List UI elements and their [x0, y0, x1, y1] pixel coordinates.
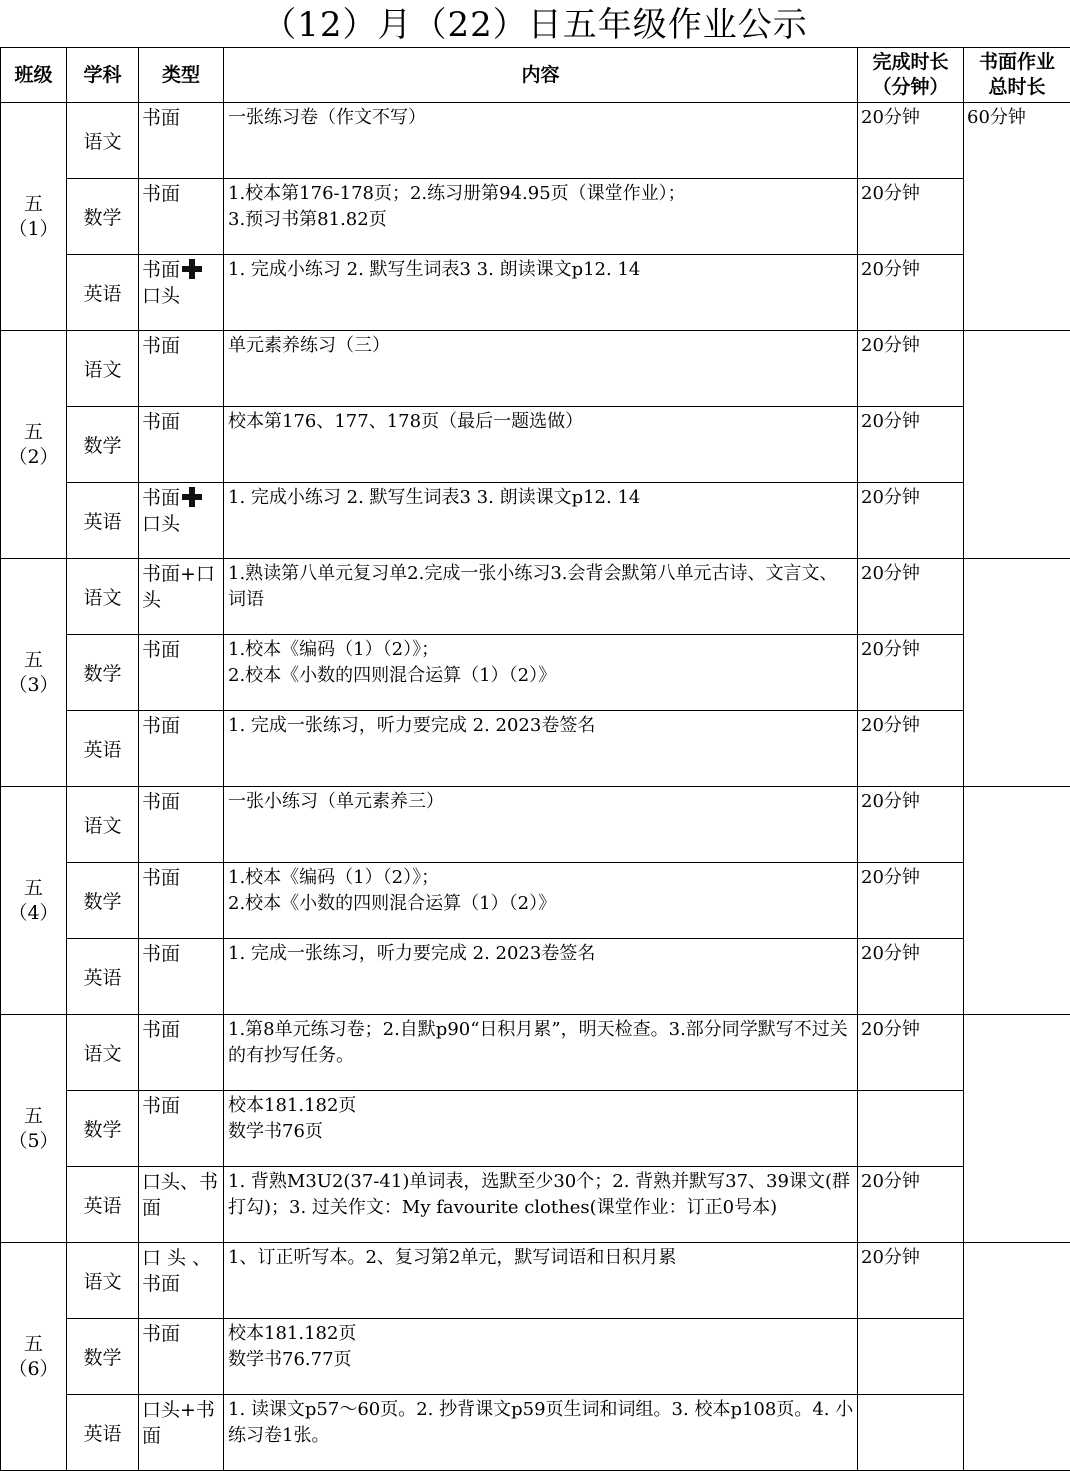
time-cell: 20分钟	[858, 407, 964, 483]
class-grade: 五	[1, 1104, 66, 1129]
table-row	[1, 1015, 1070, 1091]
type-cell	[139, 1015, 224, 1091]
type-label: 书面	[142, 1095, 180, 1117]
content-line: 2.校本《小数的四则混合运算（1）（2）》	[228, 663, 855, 689]
content-line: 校本第176、177、178页（最后一题选做）	[228, 409, 855, 435]
class-number: （2）	[1, 445, 66, 470]
page-title: （12）月（22）日五年级作业公示	[0, 0, 1070, 48]
content-cell	[224, 407, 858, 483]
content-cell	[224, 483, 858, 559]
content-line: 1.第8单元练习卷；2.自默p90“日积月累”，明天检查。3.部分同学默写不过关的有抄写任务。	[228, 1017, 855, 1069]
type-label: 书面	[142, 487, 180, 509]
table-row	[1, 407, 1070, 483]
header-total-line1: 书面作业	[964, 50, 1070, 75]
subject-cell: 英语	[67, 1395, 139, 1471]
class-number: （4）	[1, 901, 66, 926]
type-label: 口头、书面	[142, 1171, 218, 1219]
time-cell: 20分钟	[858, 863, 964, 939]
subject-cell: 英语	[67, 939, 139, 1015]
content-line: 数学书76页	[228, 1119, 855, 1145]
table-row	[1, 939, 1070, 1015]
subject-cell: 英语	[67, 483, 139, 559]
time-cell	[858, 1091, 964, 1167]
content-line: 校本181.182页	[228, 1093, 855, 1119]
header-time-line1: 完成时长	[858, 50, 963, 75]
type-label: 书面	[142, 107, 180, 129]
time-cell	[858, 1319, 964, 1395]
class-grade: 五	[1, 648, 66, 673]
type-cell	[139, 255, 224, 331]
content-line: 一张小练习（单元素养三）	[228, 789, 855, 815]
header-type: 类型	[139, 48, 224, 103]
time-cell: 20分钟	[858, 635, 964, 711]
type-label: 书面	[142, 335, 180, 357]
total-time-cell	[964, 331, 1070, 559]
header-content: 内容	[224, 48, 858, 103]
type-cell	[139, 711, 224, 787]
content-cell	[224, 787, 858, 863]
class-cell	[1, 787, 67, 1015]
time-cell: 20分钟	[858, 939, 964, 1015]
header-time-line2: （分钟）	[858, 75, 963, 100]
type-label: 书面	[142, 259, 180, 281]
total-time-cell	[964, 1243, 1070, 1471]
content-cell	[224, 1395, 858, 1471]
type-cell	[139, 1091, 224, 1167]
type-cell	[139, 939, 224, 1015]
type-label: 口头+书面	[142, 1399, 215, 1447]
content-cell	[224, 1243, 858, 1319]
table-row	[1, 635, 1070, 711]
class-cell	[1, 559, 67, 787]
plus-icon	[182, 259, 202, 279]
table-row	[1, 711, 1070, 787]
content-line: 校本181.182页	[228, 1321, 855, 1347]
content-cell	[224, 255, 858, 331]
header-time	[858, 48, 964, 103]
type-cell	[139, 179, 224, 255]
table-body	[1, 103, 1070, 1471]
content-line: 1. 完成一张练习，听力要完成 2. 2023卷签名	[228, 713, 855, 739]
content-line: 3.预习书第81.82页	[228, 207, 855, 233]
time-cell: 20分钟	[858, 483, 964, 559]
total-time-cell	[964, 1015, 1070, 1243]
class-cell	[1, 103, 67, 331]
table-row	[1, 1319, 1070, 1395]
content-cell	[224, 1015, 858, 1091]
type-label: 口 头 、书面	[142, 1247, 211, 1295]
type-label: 书面	[142, 639, 180, 661]
content-line: 2.校本《小数的四则混合运算（1）（2）》	[228, 891, 855, 917]
content-line: 1. 完成一张练习，听力要完成 2. 2023卷签名	[228, 941, 855, 967]
subject-cell: 数学	[67, 1091, 139, 1167]
time-cell	[858, 1395, 964, 1471]
content-cell	[224, 331, 858, 407]
content-line: 1.校本《编码（1）（2）》；	[228, 865, 855, 891]
total-time-cell	[964, 559, 1070, 787]
total-time-cell	[964, 787, 1070, 1015]
type-label: 书面	[142, 867, 180, 889]
content-line: 1. 完成小练习 2. 默写生词表3 3. 朗读课文p12. 14	[228, 257, 855, 283]
table-row	[1, 787, 1070, 863]
table-row	[1, 331, 1070, 407]
subject-cell: 语文	[67, 1015, 139, 1091]
class-cell	[1, 1015, 67, 1243]
table-row	[1, 255, 1070, 331]
content-cell	[224, 103, 858, 179]
content-cell	[224, 711, 858, 787]
header-class: 班级	[1, 48, 67, 103]
content-cell	[224, 179, 858, 255]
time-cell: 20分钟	[858, 711, 964, 787]
content-line: 1. 背熟M3U2(37-41)单词表，选默至少30个；2. 背熟并默写37、39课文(群打勾)；3. 过关作文：My favourite clothes(课堂作业：订正0号本)	[228, 1169, 855, 1221]
type-label: 书面	[142, 1323, 180, 1345]
content-line: 数学书76.77页	[228, 1347, 855, 1373]
content-line: 1. 读课文p57～60页。2. 抄背课文p59页生词和词组。3. 校本p108页。4. 小练习卷1张。	[228, 1397, 855, 1449]
total-time-cell: 60分钟	[964, 103, 1070, 331]
class-grade: 五	[1, 876, 66, 901]
subject-cell: 语文	[67, 1243, 139, 1319]
header-row	[1, 48, 1070, 103]
type-cell	[139, 1395, 224, 1471]
subject-cell: 英语	[67, 1167, 139, 1243]
subject-cell: 数学	[67, 1319, 139, 1395]
plus-icon	[182, 487, 202, 507]
content-cell	[224, 1167, 858, 1243]
content-line: 1. 完成小练习 2. 默写生词表3 3. 朗读课文p12. 14	[228, 485, 855, 511]
subject-cell: 数学	[67, 863, 139, 939]
subject-cell: 语文	[67, 559, 139, 635]
content-cell	[224, 1319, 858, 1395]
type-cell	[139, 407, 224, 483]
time-cell: 20分钟	[858, 559, 964, 635]
subject-cell: 语文	[67, 103, 139, 179]
class-cell	[1, 331, 67, 559]
subject-cell: 数学	[67, 407, 139, 483]
time-cell: 20分钟	[858, 331, 964, 407]
type-cell	[139, 559, 224, 635]
type-label-secondary: 口头	[142, 511, 221, 537]
subject-cell: 英语	[67, 711, 139, 787]
type-cell	[139, 863, 224, 939]
class-number: （6）	[1, 1357, 66, 1382]
type-cell	[139, 1243, 224, 1319]
content-line: 单元素养练习（三）	[228, 333, 855, 359]
type-cell	[139, 635, 224, 711]
content-cell	[224, 559, 858, 635]
type-label: 书面	[142, 411, 180, 433]
table-row	[1, 1091, 1070, 1167]
table-row	[1, 1167, 1070, 1243]
table-row	[1, 1243, 1070, 1319]
content-line: 1.校本《编码（1）（2）》；	[228, 637, 855, 663]
class-cell	[1, 1243, 67, 1471]
type-label: 书面	[142, 1019, 180, 1041]
subject-cell: 语文	[67, 331, 139, 407]
time-cell: 20分钟	[858, 787, 964, 863]
subject-cell: 数学	[67, 179, 139, 255]
type-cell	[139, 103, 224, 179]
table-row	[1, 863, 1070, 939]
content-line: 1.熟读第八单元复习单2.完成一张小练习3.会背会默第八单元古诗、文言文、词语	[228, 561, 855, 613]
type-label: 书面	[142, 791, 180, 813]
time-cell: 20分钟	[858, 1015, 964, 1091]
content-line: 一张练习卷（作文不写）	[228, 105, 855, 131]
content-line: 1.校本第176-178页；2.练习册第94.95页（课堂作业）；	[228, 181, 855, 207]
type-cell	[139, 483, 224, 559]
class-number: （3）	[1, 673, 66, 698]
type-label-secondary: 口头	[142, 283, 221, 309]
content-cell	[224, 863, 858, 939]
time-cell: 20分钟	[858, 1167, 964, 1243]
subject-cell: 语文	[67, 787, 139, 863]
class-number: （1）	[1, 217, 66, 242]
table-row	[1, 559, 1070, 635]
class-grade: 五	[1, 192, 66, 217]
type-cell	[139, 331, 224, 407]
header-total	[964, 48, 1070, 103]
type-label: 书面	[142, 943, 180, 965]
type-cell	[139, 1167, 224, 1243]
header-subject: 学科	[67, 48, 139, 103]
content-cell	[224, 635, 858, 711]
class-grade: 五	[1, 420, 66, 445]
time-cell: 20分钟	[858, 103, 964, 179]
header-total-line2: 总时长	[964, 75, 1070, 100]
content-cell	[224, 939, 858, 1015]
table-row	[1, 103, 1070, 179]
type-cell	[139, 1319, 224, 1395]
type-label: 书面	[142, 715, 180, 737]
time-cell: 20分钟	[858, 1243, 964, 1319]
class-grade: 五	[1, 1332, 66, 1357]
table-row	[1, 483, 1070, 559]
class-number: （5）	[1, 1129, 66, 1154]
type-label: 书面+口头	[142, 563, 215, 611]
type-label: 书面	[142, 183, 180, 205]
time-cell: 20分钟	[858, 179, 964, 255]
subject-cell: 英语	[67, 255, 139, 331]
content-line: 1、订正听写本。2、复习第2单元，默写词语和日积月累	[228, 1245, 855, 1271]
homework-table	[0, 47, 1070, 1471]
content-cell	[224, 1091, 858, 1167]
type-cell	[139, 787, 224, 863]
subject-cell: 数学	[67, 635, 139, 711]
table-row	[1, 1395, 1070, 1471]
time-cell: 20分钟	[858, 255, 964, 331]
table-row	[1, 179, 1070, 255]
